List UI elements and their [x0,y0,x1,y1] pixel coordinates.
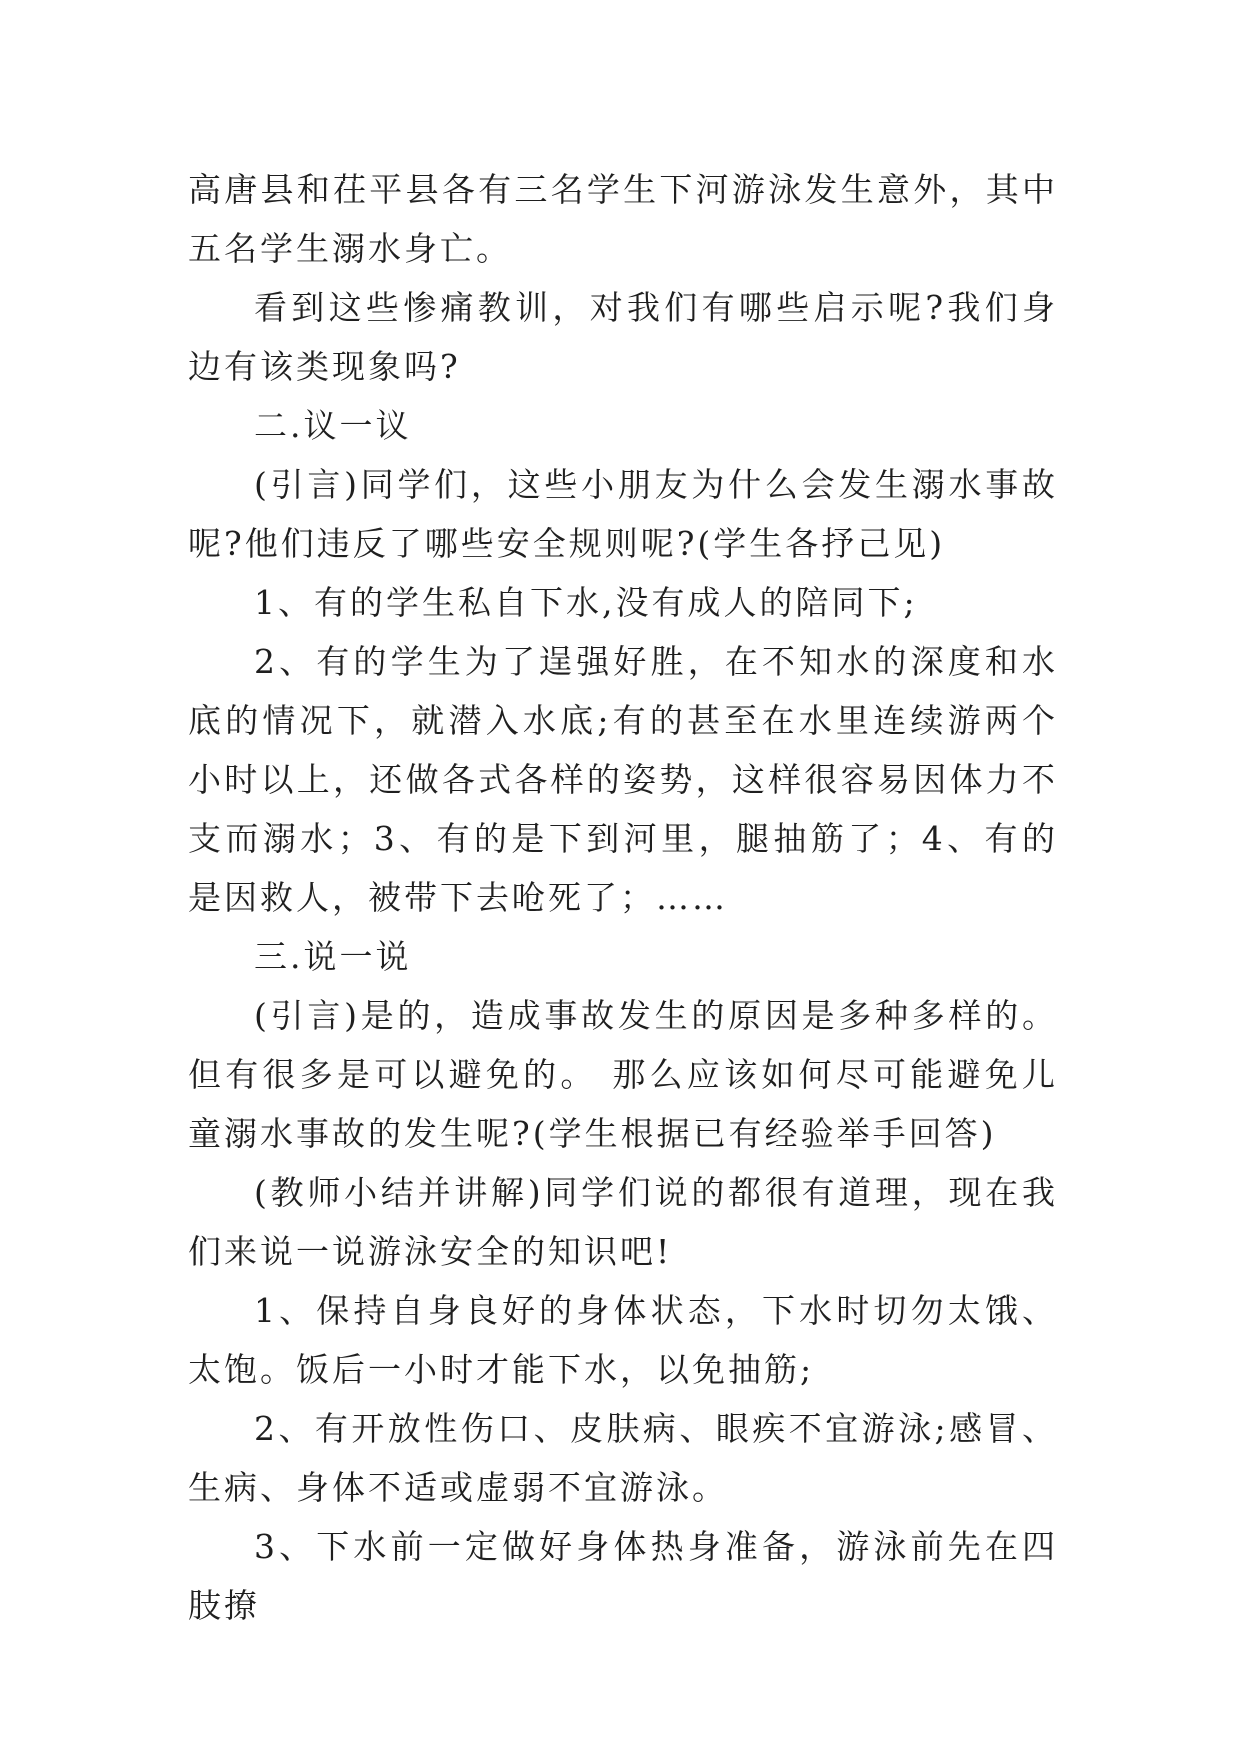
paragraph: 看到这些惨痛教训，对我们有哪些启示呢?我们身边有该类现象吗? [188,288,1058,386]
paragraph: (教师小结并讲解)同学们说的都很有道理，现在我们来说一说游泳安全的知识吧! [188,1173,1058,1271]
list-item: 3、下水前一定做好身体热身准备，游泳前先在四肢撩 [188,1527,1058,1625]
list-item: 1、有的学生私自下水,没有成人的陪同下; [254,583,918,622]
document-body [188,160,1058,1635]
paragraph: 高唐县和茌平县各有三名学生下河游泳发生意外，其中五名学生溺水身亡。 [188,170,1058,268]
paragraph: (引言)同学们，这些小朋友为什么会发生溺水事故呢?他们违反了哪些安全规则呢?(学生各抒己见) [188,465,1058,563]
list-item: 2、有的学生为了逞强好胜，在不知水的深度和水底的情况下，就潜入水底;有的甚至在水里连续游两个小时以上，还做各式各样的姿势，这样很容易因体力不支而溺水；3、有的是下到河里，腿抽筋了；4、有的是因救人，被带下去呛死了；…… [188,642,1058,917]
list-item: 2、有开放性伤口、皮肤病、眼疾不宜游泳;感冒、生病、身体不适或虚弱不宜游泳。 [188,1409,1058,1507]
paragraph: (引言)是的，造成事故发生的原因是多种多样的。但有很多是可以避免的。 那么应该如何尽可能避免儿童溺水事故的发生呢?(学生根据已有经验举手回答) [188,996,1058,1153]
section-heading: 三.说一说 [254,937,412,976]
list-item: 1、保持自身良好的身体状态，下水时切勿太饿、太饱。饭后一小时才能下水，以免抽筋; [188,1291,1058,1389]
section-heading: 二.议一议 [254,406,412,445]
